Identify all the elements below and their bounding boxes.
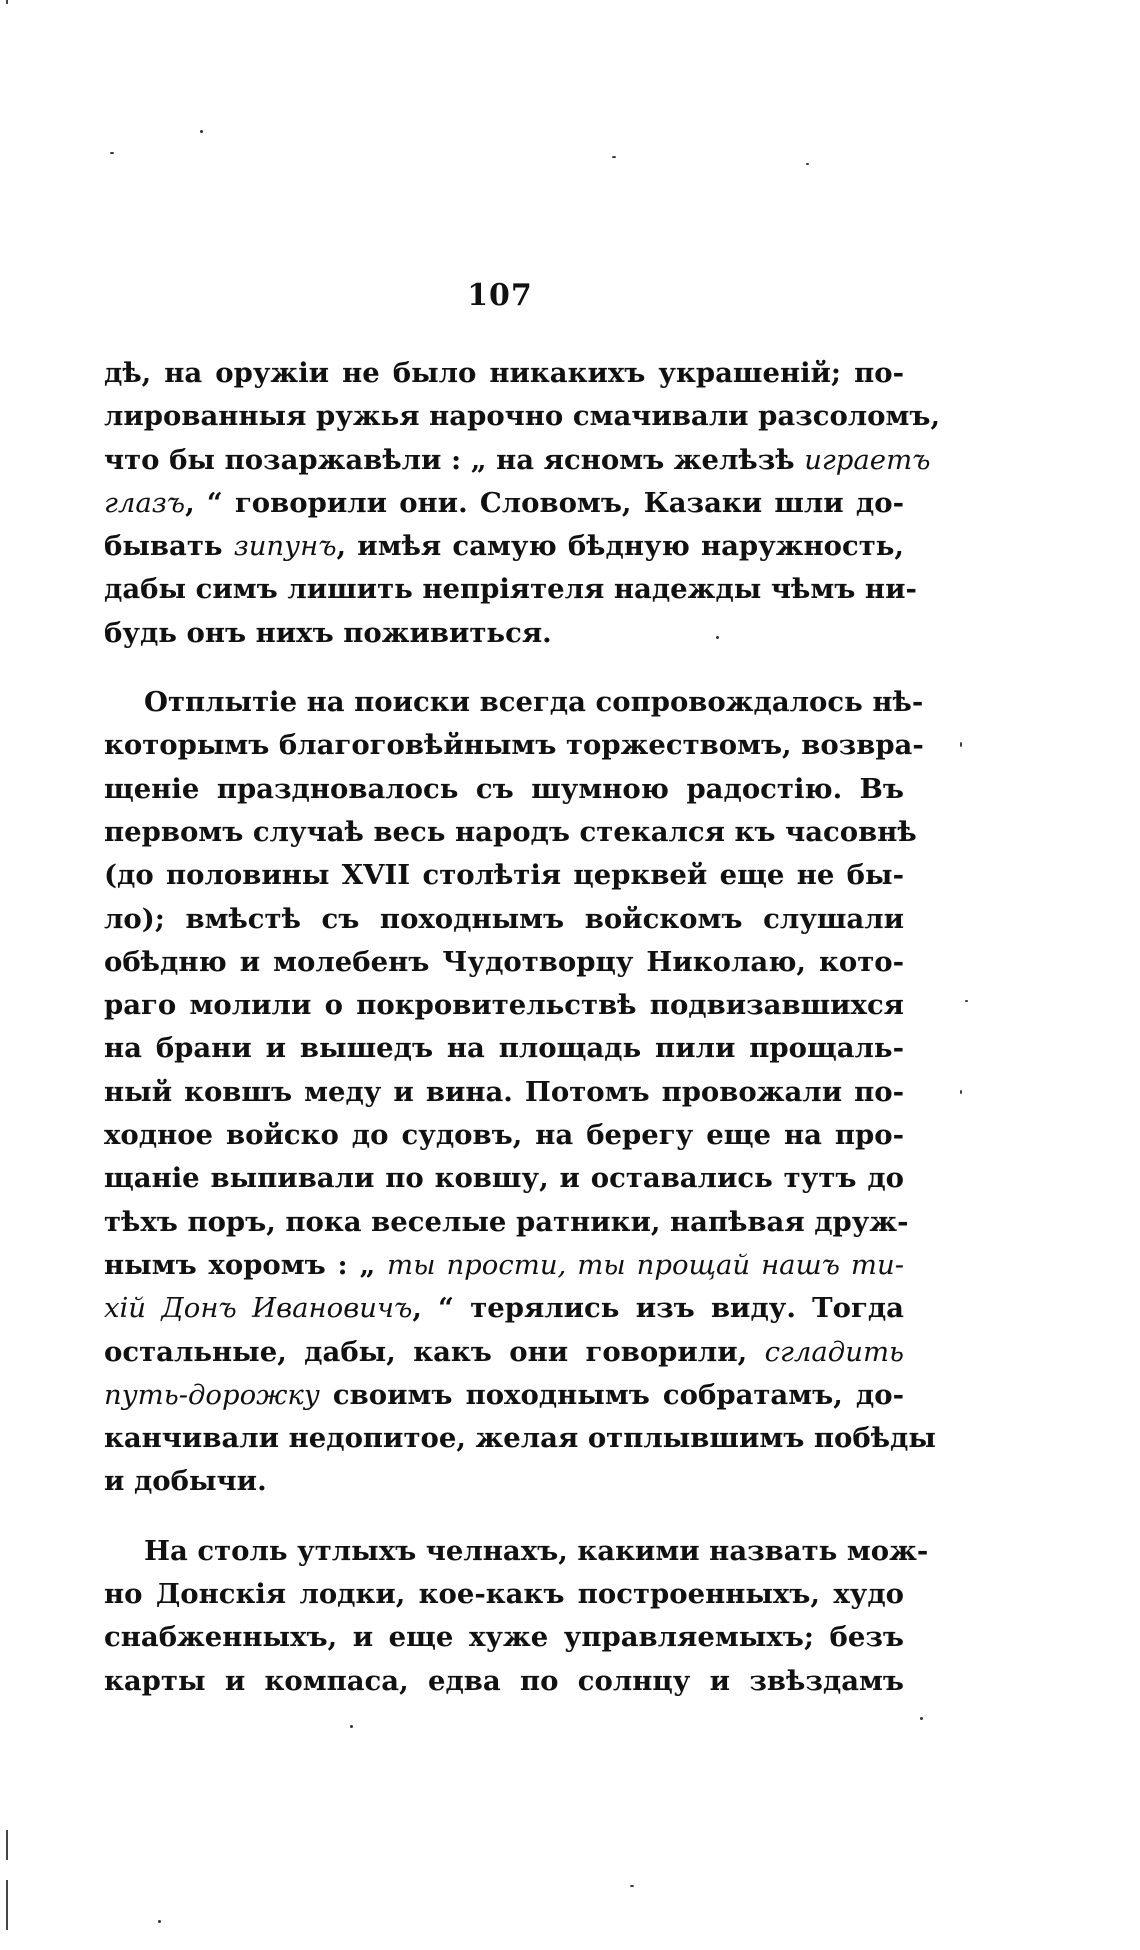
text-line: щеніе праздновалось съ шумною радостію. Въ [104,772,904,805]
scan-margin-mark [6,1830,8,1860]
text-line: ный ковшъ меду и вина. Потомъ провожали по- [104,1075,904,1108]
body-text [104,352,941,1703]
text-line: щаніе выпивали по ковшу, и оставались тутъ до [104,1162,904,1195]
text-line: снабженныхъ, и еще хуже управляемыхъ; безъ [104,1621,904,1654]
text-line: путь-дорожку своимъ походнымъ собратамъ, до- [104,1378,904,1411]
scan-speck [965,1000,968,1002]
text-line: и добычи. [104,1465,267,1498]
text-line: хій Донъ Ивановичъ, “ терялись изъ виду. Тогда [104,1292,904,1325]
scan-speck [158,1920,161,1923]
scan-speck [806,163,809,165]
italic-phrase: ты прости, ты прощай нашъ ти- [387,1248,904,1281]
text-line: карты и компаса, едва по солнцу и звѣздамъ [104,1664,904,1697]
text-line: на брани и вышедъ на площадь пили прощаль- [104,1032,904,1065]
paragraph-3 [104,1530,929,1703]
italic-word: играетъ [804,443,931,476]
italic-word: сгладить [764,1335,904,1368]
text-line: будь онъ нихъ поживиться. [104,616,552,649]
scan-speck [350,1725,353,1728]
text-line: глазъ, “ говорили они. Словомъ, Казаки шли до- [104,486,904,519]
text-line: тѣхъ поръ, пока веселые ратники, напѣвая друж- [104,1205,909,1238]
text-line: остальные, дабы, какъ они говорили, сгладить [104,1335,904,1368]
scan-speck [960,742,962,747]
scan-margin-mark [6,1880,8,1930]
text-line: нымъ хоромъ : „ ты прости, ты прощай нашъ ти- [104,1248,904,1281]
italic-phrase: хій Донъ Ивановичъ [104,1292,413,1325]
scan-speck [612,156,616,158]
text-line: ло); вмѣстѣ съ походнымъ войскомъ слушали [104,902,904,935]
text-line: которымъ благоговѣйнымъ торжествомъ, возвра- [104,729,924,762]
italic-word: зипунъ [233,530,337,563]
paragraph-2 [104,681,936,1504]
text-line: дѣ, на оружіи не было никакихъ украшеній; по- [104,357,904,389]
scan-speck [960,1090,962,1094]
text-line: обѣдню и молебенъ Чудотворцу Николаю, кото- [104,945,904,978]
text-line: ходное войско до судовъ, на берегу еще на про- [104,1119,904,1152]
text-line: бывать зипунъ, имѣя самую бѣдную наружность, [104,530,904,563]
text-line: канчивали недопитое, желая отплывшимъ побѣды [104,1422,936,1455]
text-line: На столь утлыхъ челнахъ, какими назвать мож- [144,1534,929,1567]
text-line: (до половины XVII столѣтія церквей еще не бы- [104,859,904,892]
italic-word: путь-дорожку [104,1378,320,1411]
scan-speck [630,1885,634,1887]
text-line: раго молили о покровительствѣ подвизавшихся [104,989,904,1022]
paragraph-1 [104,352,941,655]
scan-speck [200,130,203,133]
italic-word: глазъ [104,486,186,519]
page-number: 107 [467,278,533,313]
scan-margin-mark [6,0,8,4]
scan-speck [110,152,114,154]
text-line: Отплытіе на поиски всегда сопровождалось нѣ- [144,686,924,719]
text-line: но Донскія лодки, кое-какъ построенныхъ, худо [104,1578,904,1611]
scan-speck [920,1717,923,1720]
text-line: первомъ случаѣ весь народъ стекался къ часовнѣ [104,815,917,848]
scan-speck [716,636,719,639]
text-line: дабы симъ лишить непріятеля надежды чѣмъ ни- [104,573,917,606]
text-line: лированныя ружья нарочно смачивали разсоломъ, [104,400,941,433]
text-line: что бы позаржавѣли : „ на ясномъ желѣзѣ играетъ [104,443,931,476]
